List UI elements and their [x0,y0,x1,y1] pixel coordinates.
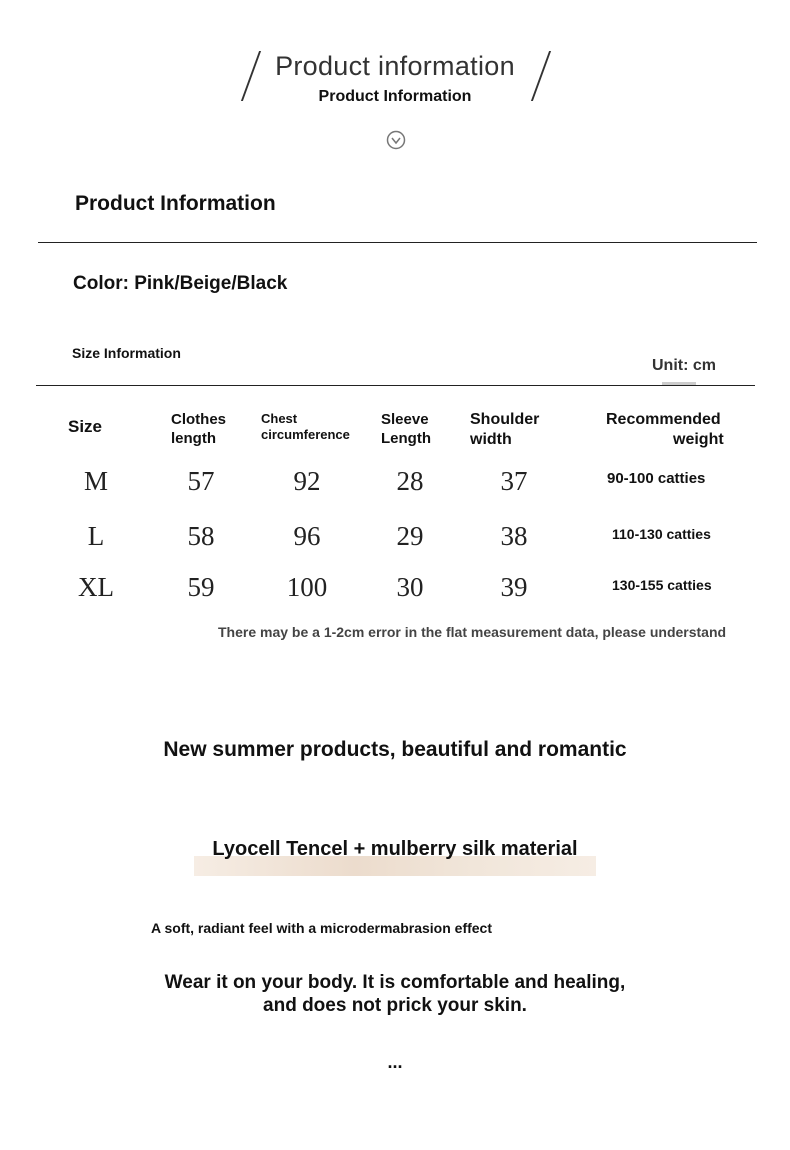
cell-chest: 92 [293,466,321,496]
chevron-down-circle-icon [386,130,406,150]
cell-weight: 90-100 catties [607,470,706,487]
cell-chest: 100 [286,572,328,602]
material-line: Lyocell Tencel + mulberry silk material [212,838,578,860]
cell-length: 59 [187,572,215,602]
header-line: Recommended [606,411,721,428]
column-header-chest [261,411,350,444]
cell-length: 58 [187,521,215,551]
header-line: circumference [261,427,350,443]
column-header-recommended-weight [606,410,724,450]
header-line: Clothes [171,411,227,428]
header-line: Sleeve [381,411,429,428]
cell-size: L [87,521,105,551]
column-header-size: Size [68,417,103,436]
feel-line: A soft, radiant feel with a microdermabrasion effect [151,920,493,936]
cell-size: M [83,466,108,496]
measurement-note: There may be a 1-2cm error in the flat measurement data, please understand [218,624,727,640]
column-header-sleeve-length [381,411,431,449]
cell-shoulder: 38 [500,521,528,551]
unit-label: Unit: cm [652,357,716,374]
divider [36,385,755,386]
header-line: Shoulder [470,411,540,428]
section-title: Product Information [75,192,276,215]
cell-sleeve: 28 [396,466,424,496]
wear-text [0,971,790,1017]
cell-size: XL [78,572,114,602]
cell-sleeve: 30 [396,572,424,602]
header-line: width [470,431,512,448]
cell-weight: 110-130 catties [612,526,711,542]
cell-shoulder: 37 [500,466,528,496]
header-line: length [171,429,216,447]
color-options: Color: Pink/Beige/Black [73,273,288,294]
cell-length: 57 [187,466,215,496]
size-info-label: Size Information [72,345,181,361]
cell-sleeve: 29 [396,521,424,551]
divider [38,242,757,243]
header-title: Product information [275,51,515,81]
column-header-shoulder-width [470,410,539,450]
cell-weight: 130-155 catties [612,577,712,593]
cell-chest: 96 [293,521,321,551]
header-line: weight [673,431,724,448]
ellipsis: ... [387,1052,403,1072]
header-line: Chest [261,411,298,426]
promo-headline: New summer products, beautiful and romantic [163,738,627,761]
cell-shoulder: 39 [500,572,528,602]
header-subtitle: Product Information [318,88,472,105]
header-line: Length [381,429,431,447]
wear-line-1: Wear it on your body. It is comfortable and healing, [164,972,626,993]
wear-line-2: and does not prick your skin. [263,995,527,1017]
column-header-clothes-length [171,411,226,449]
